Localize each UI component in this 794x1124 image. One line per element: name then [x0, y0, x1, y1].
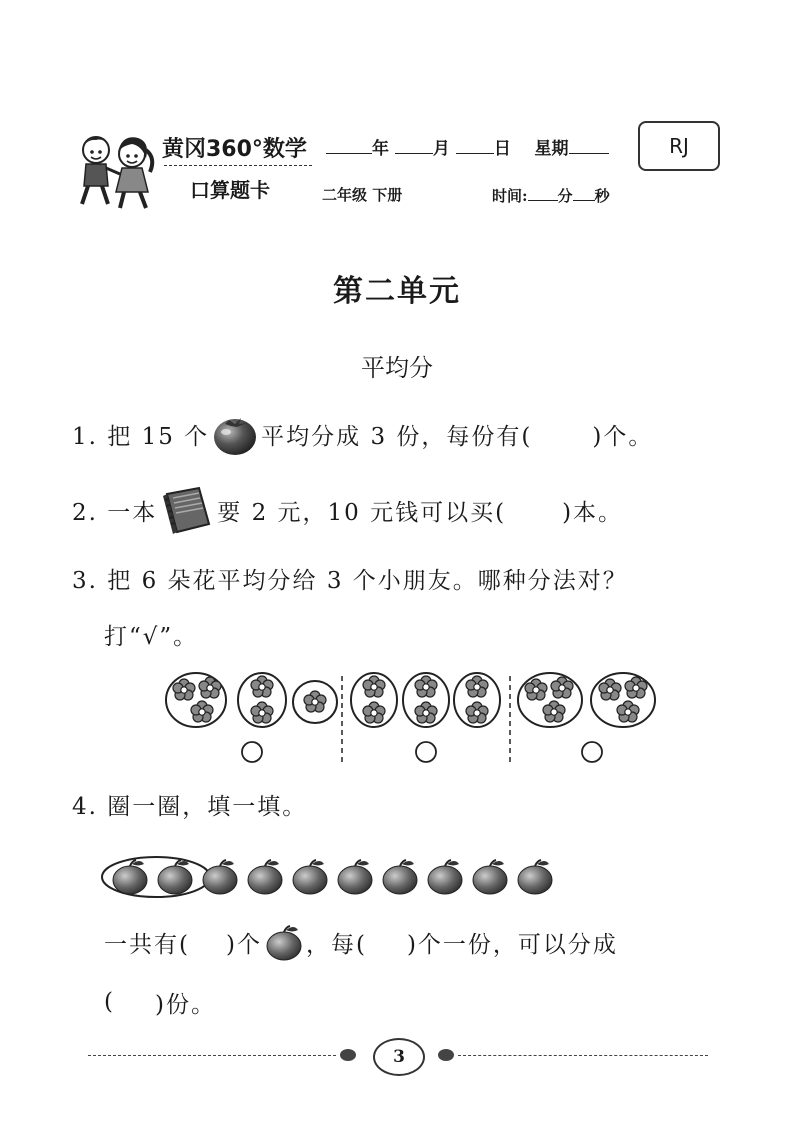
brand-title: 黄冈360°数学	[162, 137, 307, 162]
time-line	[492, 184, 610, 206]
question-1	[72, 414, 653, 454]
question-3-line-1: 3. 把 6 朵花平均分给 3 个小朋友。哪种分法对？	[72, 567, 628, 594]
question-3-line-2: 打“√”。	[104, 623, 199, 650]
time-label: 时间:	[492, 187, 528, 205]
day-blank[interactable]	[456, 137, 494, 154]
option-a	[166, 673, 337, 727]
q2-text-a: 2. 一本	[72, 499, 158, 526]
footer-ornament-left	[340, 1049, 356, 1061]
q4-text-a: 一共有(	[104, 931, 190, 958]
apple-icon	[428, 860, 462, 894]
weekday-label: 星期	[534, 139, 569, 159]
edition-badge: RJ	[638, 121, 720, 171]
second-blank[interactable]	[573, 184, 595, 201]
question-4-line-1	[104, 922, 618, 962]
option-c	[518, 673, 655, 727]
weekday-blank[interactable]	[569, 137, 609, 154]
q2-text-b: 要 2 元，10 元钱可以买(	[217, 499, 507, 526]
apple-icon	[203, 860, 237, 894]
apple-icon	[473, 860, 507, 894]
q4-text-b: )个	[225, 931, 262, 958]
question-2	[72, 490, 623, 530]
q4-text-d: )个一份，可以分成	[406, 931, 618, 958]
apple-icon	[248, 860, 282, 894]
date-line	[326, 134, 609, 159]
book-icon	[159, 484, 215, 536]
apple-icon	[338, 860, 372, 894]
day-label: 日	[493, 139, 511, 159]
second-label: 秒	[594, 187, 610, 205]
minute-label: 分	[557, 187, 573, 205]
year-blank[interactable]	[326, 137, 372, 154]
answer-circle-icon[interactable]	[242, 742, 262, 762]
q2-text-c: )本。	[562, 499, 624, 526]
answer-circle-icon[interactable]	[416, 742, 436, 762]
question-4-instruction: 4. 圈一圈，填一填。	[72, 793, 308, 820]
year-label: 年	[372, 139, 389, 159]
q1-text-b: 平均分成 3 份，每份有(	[261, 423, 533, 450]
apple-icon	[264, 922, 304, 962]
flower-groups	[160, 672, 680, 772]
apple-icon	[518, 860, 552, 894]
section-title: 平均分	[361, 354, 433, 382]
tomato-icon	[211, 412, 259, 456]
apple-icon	[383, 860, 417, 894]
apple-icon	[158, 860, 192, 894]
footer-rule-right	[458, 1055, 708, 1056]
minute-blank[interactable]	[528, 184, 558, 201]
apple-icon	[113, 860, 147, 894]
q1-text-c: )个。	[592, 423, 654, 450]
answer-circle-icon[interactable]	[582, 742, 602, 762]
page-number: 3	[373, 1038, 425, 1076]
apple-icon	[293, 860, 327, 894]
brand-subtitle: 口算题卡	[190, 178, 270, 202]
footer-rule-left	[88, 1055, 336, 1056]
brand-divider	[164, 165, 312, 166]
footer-ornament-right	[438, 1049, 454, 1061]
apple-row	[100, 852, 580, 898]
option-b	[351, 673, 500, 727]
unit-title: 第二单元	[333, 274, 461, 309]
kids-logo-icon	[72, 128, 164, 214]
q1-text-a: 1. 把 15 个	[72, 423, 210, 450]
q4-text-e: (	[104, 989, 115, 1015]
grade-label: 二年级 下册	[322, 186, 403, 204]
q4-text-c: ，每(	[305, 931, 367, 958]
question-4-line-2	[104, 982, 216, 1022]
month-blank[interactable]	[395, 137, 433, 154]
month-label: 月	[432, 139, 450, 159]
q4-text-f: )份。	[154, 991, 216, 1018]
